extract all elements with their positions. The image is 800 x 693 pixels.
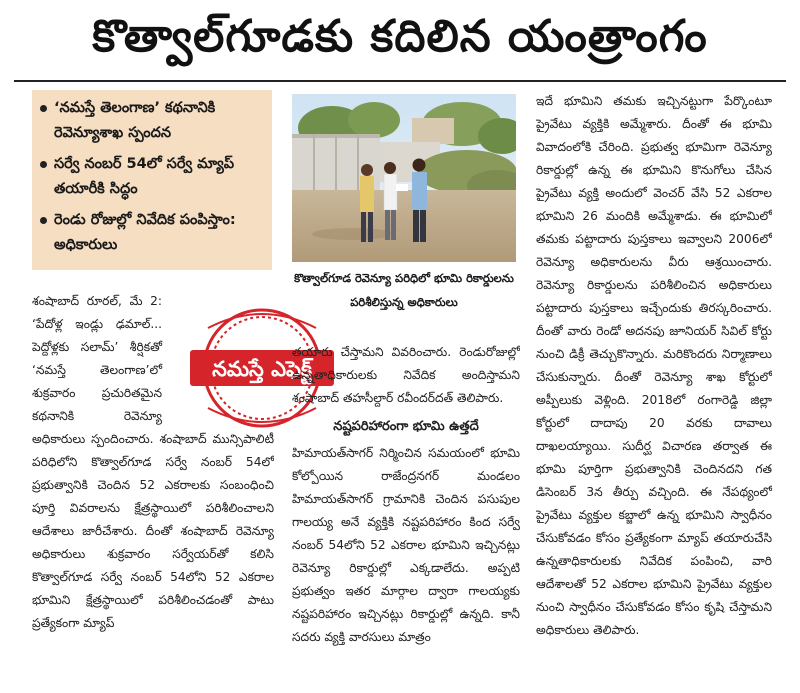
highlight-text: ‘నమస్తే తెలంగాణ’ కథనానికి రెవెన్యూశాఖ స్పందన — [54, 100, 216, 141]
highlight-item — [40, 96, 264, 146]
column-text: తయారు చేస్తామని వివరించారు. రెండురోజుల్లో ఉన్నతాధికారులకు నివేదిక అందిస్తామని శంషాబాద్‌ తహసీల్దార్‌ రవీందర్‌దత్‌ తెలిపారు. — [292, 345, 520, 405]
column-text: ఇదే భూమిని తమకు ఇచ్చినట్టుగా పేర్కొంటూ ప్రైవేటు వ్యక్తికి అమ్మేశారు. దీంతో ఈ భూమి వివాదంలోకి చేరింది. ప్రభుత్వ భూమిగా రెవెన్యూ రికార్డుల్లో ఉన్న ఈ భూమిని కొనుగోలు చేసిన ప్రైవేటు వ్యక్తి అందులో వెంచర్‌ వేసి 52 ఎకరాల భూమిని 26 మందికి అమ్మేశాడు. ఈ భూమిలో తమకు పట్టాదారు పుస్తకాలు ఇవ్వాలని 2006లో రెవెన్యూ అధికారులను వీరు ఆశ్రయించారు. రెవెన్యూ రికార్డులను పరిశీలించిన అధికారులు పట్టాదారు పుస్తకాలు ఇచ్చేందుకు తిరస్కరించారు. దీంతో వారు రెండో అదనపు జూనియర్‌ సివిల్‌ కోర్టు నుంచి డిక్రీ తెచ్చుకొన్నారు. మరికొందరు నిర్మాణాలు చేసుకున్నారు. దీంతో రెవెన్యూ శాఖ కోర్టులో అప్పీలుకు వెళ్లింది. 2018లో రంగారెడ్డి జిల్లా కోర్టులో దాదాపు 20 వరకు దావాలు దాఖలయ్యాయి. సుదీర్ఘ విచారణ తర్వాత ఈ భూమి పూర్తిగా ప్రభుత్వానికి చెందినదని గత డిసెంబర్‌ 3న తీర్పు వచ్చింది. ఈ నేపథ్యంలో ప్రైవేటు వ్యక్తుల కబ్జాలో ఉన్న భూమిని స్వాధీనం చేసుకోవడం కోసం ప్రత్యేకంగా మ్యాప్‌ తయారుచేసి ఉన్నతాధికారులకు నివేదిక పంపించి, వారి ఆదేశాలతో 52 ఎకరాల భూమిని ప్రైవేటు వ్యక్తుల నుంచి స్వాధీనం చేసుకోవడం కోసం కృషి చేస్తామని అధికారులు తెలిపారు. — [536, 94, 772, 637]
bullet-icon — [40, 161, 47, 168]
column-text: శంషాబాద్‌ రూరల్‌, మే 2: ‘పేదోళ్ల ఇండ్లు ఢమాల్‌... పెద్దోళ్లకు సలామ్‌’ శీర్షికతో ‘నమస్తే తెలంగాణ’లో శుక్రవారం ప్రచురితమైన కథనానికి రెవెన్యూ అధికారులు స్పందించారు. శంషాబాద్‌ మున్సిపాలిటీ పరిధిలోని కొత్వాల్‌గూడ సర్వే నంబర్‌ 54లో ప్రభుత్వానికి చెందిన 52 ఎకరాలకు సంబంధించి పూర్తి వివరాలను క్షేత్రస్థాయిలో పరిశీలించాలని ఆదేశాలు జారీచేశారు. దీంతో శంషాబాద్‌ రెవెన్యూ అధికారులు శుక్రవారం సర్వేయర్‌తో కలిసి కొత్వాల్‌గూడ సర్వే నంబర్‌ 54లోని 52 ఎకరాల భూమిని క్షేత్రస్థాయిలో పరిశీలించడంతో పాటు ప్రత్యేకంగా మ్యాప్‌ — [32, 294, 274, 630]
bullet-icon — [40, 105, 47, 112]
headline-divider — [14, 80, 786, 82]
highlight-text: సర్వే నంబర్‌ 54లో సర్వే మ్యాప్‌ తయారీకి సిద్ధం — [54, 156, 235, 197]
photo-caption: కొత్వాల్‌గూడ రెవెన్యూ పరిధిలో భూమి రికార్డులను పరిశీలిస్తున్న అధికారులు — [294, 271, 514, 309]
article-column-2 — [292, 341, 520, 686]
highlights-box — [32, 90, 272, 270]
stamp-label: నమస్తే ఎఫెక్ట్‌ — [212, 357, 312, 381]
highlight-item — [40, 208, 264, 258]
column-text: హిమాయత్‌సాగర్‌ నిర్మించిన సమయంలో భూమి కోల్పోయిన రాజేంద్రనగర్‌ మండలం హిమాయత్‌సాగర్‌ గ్రామానికి చెందిన పసుపుల గాలయ్య అనే వ్యక్తికి నష్టపరిహారం కింద సర్వే నంబర్‌ 54లోని 52 ఎకరాల భూమిని ఇచ్చినట్లు రెవెన్యూ రికార్డుల్లో ఎక్కడాలేదు. అప్పటి ప్రభుత్వం ఇతర మార్గాల ద్వారా గాలయ్యకు నష్టపరిహారం ఇచ్చినట్లు రికార్డుల్లో ఉన్నది. కానీ సదరు వ్యక్తి వారసులు మాత్రం — [292, 446, 520, 644]
highlight-item — [40, 152, 264, 202]
highlight-text: రెండు రోజుల్లో నివేదిక పంపిస్తాం: అధికారులు — [54, 212, 236, 253]
article-headline: కొత్వాల్‌గూడకు కదిలిన యంత్రాంగం — [92, 11, 708, 62]
news-photo — [292, 94, 516, 262]
bullet-icon — [40, 217, 47, 224]
sub-heading: నష్టపరిహారంగా భూమి ఉత్తదే — [333, 419, 479, 434]
article-column-3 — [536, 90, 772, 670]
